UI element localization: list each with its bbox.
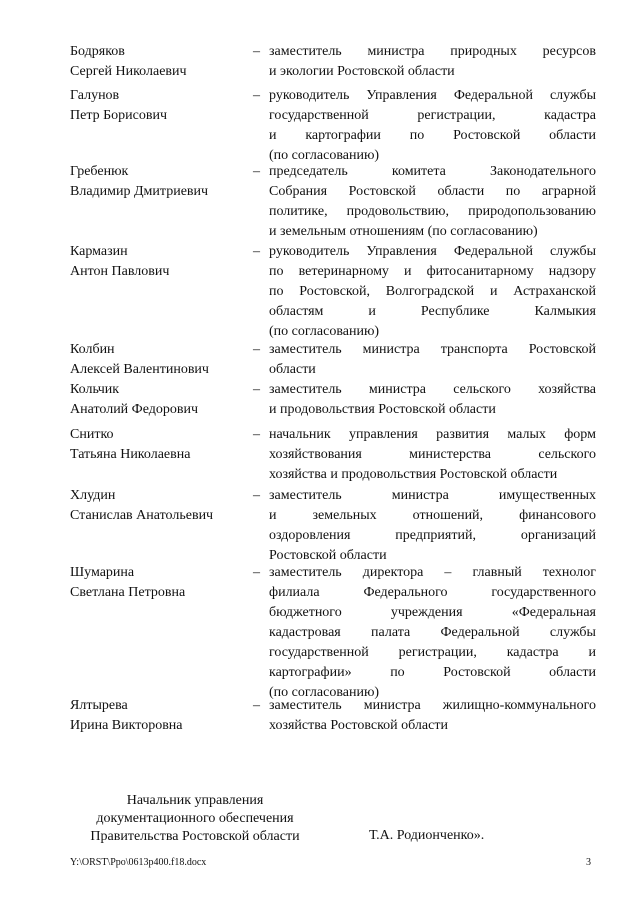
member-given-names: Татьяна Николаевна (70, 447, 191, 462)
member-position (269, 486, 596, 566)
position-line: области (269, 362, 316, 377)
position-line: государственной регистрации, кадастра (269, 108, 596, 123)
member-surname: Кармазин (70, 244, 128, 259)
dash-separator: – (253, 427, 260, 442)
position-line: начальник управления развития малых форм (269, 427, 596, 442)
position-line: руководитель Управления Федеральной службы (269, 88, 596, 103)
position-line: филиала Федерального государственного (269, 585, 596, 600)
dash-separator: – (253, 164, 260, 179)
member-position (269, 696, 596, 736)
position-line: и экологии Ростовской области (269, 64, 455, 79)
dash-separator: – (253, 342, 260, 357)
position-line: и земельным отношениям (по согласованию) (269, 224, 538, 239)
position-line: и картографии по Ростовской области (269, 128, 596, 143)
position-line: оздоровления предприятий, организаций (269, 528, 596, 543)
member-position (269, 380, 596, 420)
member-name (70, 86, 240, 126)
member-name (70, 162, 240, 202)
member-surname: Гребенюк (70, 164, 129, 179)
member-surname: Галунов (70, 88, 120, 103)
member-position (269, 242, 596, 342)
signature-title-line: Начальник управления (126, 793, 264, 808)
position-line: председатель комитета Законодательного (269, 164, 596, 179)
position-line: заместитель министра имущественных (269, 488, 596, 503)
position-line: государственной регистрации, кадастра и (269, 645, 596, 660)
dash-separator: – (253, 44, 260, 59)
position-line: (по согласованию) (269, 148, 380, 163)
member-given-names: Сергей Николаевич (70, 64, 187, 79)
position-line: заместитель министра жилищно-коммунального (269, 698, 596, 713)
member-name (70, 242, 240, 282)
position-line: кадастровая палата Федеральной службы (269, 625, 596, 640)
member-given-names: Анатолий Федорович (70, 402, 199, 417)
position-line: по Ростовской, Волгоградской и Астраханской (269, 284, 596, 299)
signature-name: Т.А. Родионченко». (369, 828, 485, 843)
position-line: картографии» по Ростовской области (269, 665, 596, 680)
member-given-names: Светлана Петровна (70, 585, 186, 600)
position-line: областям и Республике Калмыкия (269, 304, 596, 319)
member-position (269, 340, 596, 380)
position-line: Ростовской области (269, 548, 387, 563)
position-line: заместитель министра сельского хозяйства (269, 382, 596, 397)
position-line: заместитель министра транспорта Ростовской (269, 342, 596, 357)
position-line: хозяйства и продовольствия Ростовской области (269, 467, 558, 482)
member-surname: Шумарина (70, 565, 135, 580)
position-line: заместитель министра природных ресурсов (269, 44, 596, 59)
signature-title-line: Правительства Ростовской области (90, 829, 300, 844)
page-number: 3 (586, 857, 591, 868)
signature-title (70, 792, 320, 846)
member-given-names: Петр Борисович (70, 108, 168, 123)
position-line: бюджетного учреждения «Федеральная (269, 605, 596, 620)
member-surname: Кольчик (70, 382, 120, 397)
member-name (70, 340, 240, 380)
position-line: заместитель директора – главный технолог (269, 565, 596, 580)
member-name (70, 380, 240, 420)
member-surname: Бодряков (70, 44, 125, 59)
member-name (70, 563, 240, 603)
position-line: хозяйствования министерства сельского (269, 447, 596, 462)
member-surname: Снитко (70, 427, 114, 442)
signature-title-line: документационного обеспечения (96, 811, 294, 826)
position-line: политике, продовольствию, природопользованию (269, 204, 596, 219)
position-line: (по согласованию) (269, 324, 380, 339)
position-line: по ветеринарному и фитосанитарному надзору (269, 264, 596, 279)
member-position (269, 162, 596, 242)
member-name (70, 696, 240, 736)
member-surname: Ялтырева (70, 698, 128, 713)
dash-separator: – (253, 565, 260, 580)
position-line: и продовольствия Ростовской области (269, 402, 496, 417)
member-given-names: Антон Павлович (70, 264, 170, 279)
position-line: хозяйства Ростовской области (269, 718, 448, 733)
member-given-names: Алексей Валентинович (70, 362, 209, 377)
member-name (70, 425, 240, 465)
dash-separator: – (253, 488, 260, 503)
member-given-names: Станислав Анатольевич (70, 508, 214, 523)
member-position (269, 86, 596, 166)
member-position (269, 42, 596, 82)
member-given-names: Владимир Дмитриевич (70, 184, 209, 199)
member-position (269, 563, 596, 703)
member-given-names: Ирина Викторовна (70, 718, 183, 733)
member-name (70, 42, 240, 82)
dash-separator: – (253, 244, 260, 259)
dash-separator: – (253, 88, 260, 103)
footer-file-path: Y:\ORST\Ppo\0613p400.f18.docx (70, 857, 207, 868)
member-position (269, 425, 596, 485)
member-surname: Колбин (70, 342, 115, 357)
dash-separator: – (253, 382, 260, 397)
member-name (70, 486, 240, 526)
position-line: (по согласованию) (269, 685, 380, 700)
dash-separator: – (253, 698, 260, 713)
member-surname: Хлудин (70, 488, 116, 503)
position-line: и земельных отношений, финансового (269, 508, 596, 523)
position-line: Собрания Ростовской области по аграрной (269, 184, 596, 199)
position-line: руководитель Управления Федеральной службы (269, 244, 596, 259)
